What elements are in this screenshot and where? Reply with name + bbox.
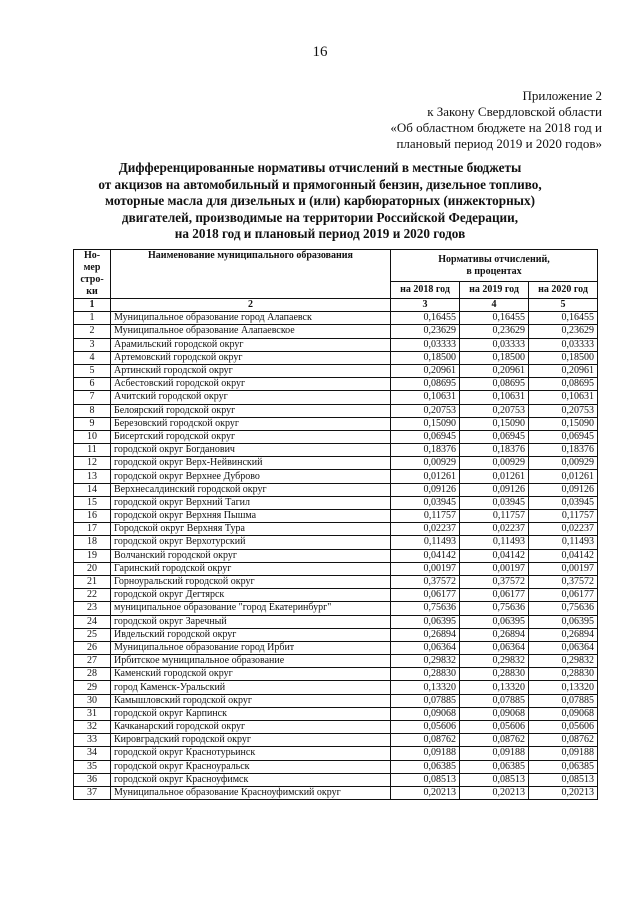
page-number: 16 bbox=[312, 44, 328, 60]
row-number: 3 bbox=[74, 338, 111, 351]
table-row bbox=[74, 378, 598, 391]
appendix-line: к Закону Свердловской области bbox=[427, 104, 602, 119]
row-number: 32 bbox=[74, 721, 111, 734]
row-number: 8 bbox=[74, 404, 111, 417]
municipality-name: Горноуральский городской округ bbox=[111, 575, 391, 588]
table-row bbox=[74, 470, 598, 483]
table-row bbox=[74, 760, 598, 773]
norm-2020: 0,08762 bbox=[529, 734, 598, 747]
row-number: 36 bbox=[74, 773, 111, 786]
row-number: 17 bbox=[74, 523, 111, 536]
municipality-name: городской округ Карпинск bbox=[111, 707, 391, 720]
norm-2018: 0,08513 bbox=[391, 773, 460, 786]
norm-2020: 0,00197 bbox=[529, 562, 598, 575]
norm-2019: 0,11493 bbox=[460, 536, 529, 549]
norm-2019: 0,13320 bbox=[460, 681, 529, 694]
appendix-line: плановый период 2019 и 2020 годов» bbox=[396, 136, 602, 151]
norm-2018: 0,09068 bbox=[391, 707, 460, 720]
municipality-name: Асбестовский городской округ bbox=[111, 378, 391, 391]
header-text: стро- bbox=[80, 274, 104, 285]
table-row bbox=[74, 747, 598, 760]
table-row bbox=[74, 589, 598, 602]
municipality-name: Каменский городской округ bbox=[111, 668, 391, 681]
norm-2018: 0,06945 bbox=[391, 430, 460, 443]
row-number: 15 bbox=[74, 496, 111, 509]
norm-2019: 0,18500 bbox=[460, 351, 529, 364]
norm-2020: 0,04142 bbox=[529, 549, 598, 562]
row-number: 5 bbox=[74, 364, 111, 377]
norm-2020: 0,07885 bbox=[529, 694, 598, 707]
row-number: 19 bbox=[74, 549, 111, 562]
table-row bbox=[74, 483, 598, 496]
municipality-name: городской округ Верхотурский bbox=[111, 536, 391, 549]
title-line: двигателей, производимые на территории Российской Федерации, bbox=[121, 209, 519, 225]
municipality-name: муниципальное образование "город Екатеринбург" bbox=[111, 602, 391, 615]
document-title bbox=[60, 160, 580, 243]
norm-2020: 0,20753 bbox=[529, 404, 598, 417]
norm-2018: 0,29832 bbox=[391, 655, 460, 668]
norm-2018: 0,00197 bbox=[391, 562, 460, 575]
municipality-name: городской округ Дегтярск bbox=[111, 589, 391, 602]
table-row bbox=[74, 510, 598, 523]
header-year-2018: на 2018 год bbox=[391, 282, 460, 299]
appendix-header bbox=[390, 88, 602, 152]
norm-2018: 0,08695 bbox=[391, 378, 460, 391]
norm-2019: 0,23629 bbox=[460, 325, 529, 338]
header-text: Но- bbox=[83, 250, 101, 261]
municipality-name: городской округ Богданович bbox=[111, 444, 391, 457]
norm-2018: 0,37572 bbox=[391, 575, 460, 588]
row-number: 22 bbox=[74, 589, 111, 602]
norm-2019: 0,08695 bbox=[460, 378, 529, 391]
title-line: Дифференцированные нормативы отчислений в местные бюджеты bbox=[118, 160, 522, 175]
municipality-name: городской округ Заречный bbox=[111, 615, 391, 628]
norm-2019: 0,18376 bbox=[460, 444, 529, 457]
row-number: 23 bbox=[74, 602, 111, 615]
appendix-line: Приложение 2 bbox=[522, 88, 602, 103]
norm-2018: 0,23629 bbox=[391, 325, 460, 338]
norm-2020: 0,28830 bbox=[529, 668, 598, 681]
table-row bbox=[74, 364, 598, 377]
norm-2019: 0,09068 bbox=[460, 707, 529, 720]
municipality-name: Бисертский городской округ bbox=[111, 430, 391, 443]
municipality-name: городской округ Верх-Нейвинский bbox=[111, 457, 391, 470]
norm-2018: 0,03945 bbox=[391, 496, 460, 509]
municipality-name: Березовский городской округ bbox=[111, 417, 391, 430]
row-number: 18 bbox=[74, 536, 111, 549]
norm-2018: 0,00929 bbox=[391, 457, 460, 470]
row-number: 6 bbox=[74, 378, 111, 391]
table-row bbox=[74, 457, 598, 470]
header-text: мер bbox=[83, 262, 101, 273]
norm-2019: 0,75636 bbox=[460, 602, 529, 615]
table-row bbox=[74, 615, 598, 628]
norm-2019: 0,08762 bbox=[460, 734, 529, 747]
norm-2019: 0,09126 bbox=[460, 483, 529, 496]
norm-2018: 0,02237 bbox=[391, 523, 460, 536]
column-index: 5 bbox=[529, 299, 598, 312]
table-row bbox=[74, 444, 598, 457]
header-text: в процентах bbox=[466, 265, 522, 277]
norm-2020: 0,75636 bbox=[529, 602, 598, 615]
norm-2020: 0,11757 bbox=[529, 510, 598, 523]
table-row bbox=[74, 562, 598, 575]
table-row bbox=[74, 641, 598, 654]
norm-2020: 0,09068 bbox=[529, 707, 598, 720]
municipality-name: город Каменск-Уральский bbox=[111, 681, 391, 694]
municipality-name: Кировградский городской округ bbox=[111, 734, 391, 747]
municipality-name: городской округ Верхний Тагил bbox=[111, 496, 391, 509]
row-number: 34 bbox=[74, 747, 111, 760]
table-row bbox=[74, 391, 598, 404]
row-number: 4 bbox=[74, 351, 111, 364]
norm-2020: 0,10631 bbox=[529, 391, 598, 404]
column-index: 4 bbox=[460, 299, 529, 312]
norm-2020: 0,15090 bbox=[529, 417, 598, 430]
header-text: ки bbox=[86, 286, 98, 297]
column-index-row bbox=[74, 299, 598, 312]
municipality-name: городской округ Красноуфимск bbox=[111, 773, 391, 786]
table-row bbox=[74, 575, 598, 588]
row-number: 13 bbox=[74, 470, 111, 483]
table-row bbox=[74, 694, 598, 707]
table-row bbox=[74, 773, 598, 786]
row-number: 24 bbox=[74, 615, 111, 628]
norm-2018: 0,11493 bbox=[391, 536, 460, 549]
municipality-name: городской округ Верхнее Дуброво bbox=[111, 470, 391, 483]
norm-2020: 0,29832 bbox=[529, 655, 598, 668]
title-line: от акцизов на автомобильный и прямогонный бензин, дизельное топливо, bbox=[98, 176, 542, 192]
norm-2020: 0,03333 bbox=[529, 338, 598, 351]
norm-2019: 0,02237 bbox=[460, 523, 529, 536]
header-text: Нормативы отчислений, bbox=[438, 253, 550, 265]
municipality-name: Муниципальное образование Алапаевское bbox=[111, 325, 391, 338]
header-norms-group bbox=[391, 250, 598, 282]
municipality-name: Качканарский городской округ bbox=[111, 721, 391, 734]
norm-2018: 0,26894 bbox=[391, 628, 460, 641]
norms-table bbox=[73, 249, 598, 800]
norm-2019: 0,06395 bbox=[460, 615, 529, 628]
norm-2020: 0,18500 bbox=[529, 351, 598, 364]
municipality-name: Артинский городской округ bbox=[111, 364, 391, 377]
norm-2020: 0,23629 bbox=[529, 325, 598, 338]
norm-2019: 0,03333 bbox=[460, 338, 529, 351]
municipality-name: Гаринский городской округ bbox=[111, 562, 391, 575]
norm-2019: 0,04142 bbox=[460, 549, 529, 562]
row-number: 30 bbox=[74, 694, 111, 707]
municipality-name: Артемовский городской округ bbox=[111, 351, 391, 364]
norm-2019: 0,03945 bbox=[460, 496, 529, 509]
norm-2019: 0,20213 bbox=[460, 786, 529, 799]
row-number: 10 bbox=[74, 430, 111, 443]
column-index: 2 bbox=[111, 299, 391, 312]
norm-2020: 0,26894 bbox=[529, 628, 598, 641]
norm-2018: 0,20961 bbox=[391, 364, 460, 377]
table-row bbox=[74, 523, 598, 536]
row-number: 31 bbox=[74, 707, 111, 720]
row-number: 27 bbox=[74, 655, 111, 668]
column-index: 1 bbox=[74, 299, 111, 312]
norm-2019: 0,15090 bbox=[460, 417, 529, 430]
norm-2020: 0,09126 bbox=[529, 483, 598, 496]
norm-2018: 0,06385 bbox=[391, 760, 460, 773]
norm-2020: 0,08513 bbox=[529, 773, 598, 786]
header-year-2020: на 2020 год bbox=[529, 282, 598, 299]
norm-2018: 0,18376 bbox=[391, 444, 460, 457]
row-number: 12 bbox=[74, 457, 111, 470]
municipality-name: Арамильский городской округ bbox=[111, 338, 391, 351]
row-number: 37 bbox=[74, 786, 111, 799]
norm-2018: 0,06177 bbox=[391, 589, 460, 602]
norm-2020: 0,08695 bbox=[529, 378, 598, 391]
norm-2020: 0,01261 bbox=[529, 470, 598, 483]
norm-2018: 0,15090 bbox=[391, 417, 460, 430]
header-row-number bbox=[74, 250, 111, 299]
norm-2018: 0,05606 bbox=[391, 721, 460, 734]
row-number: 16 bbox=[74, 510, 111, 523]
norm-2018: 0,28830 bbox=[391, 668, 460, 681]
norm-2018: 0,01261 bbox=[391, 470, 460, 483]
norm-2019: 0,00929 bbox=[460, 457, 529, 470]
norm-2018: 0,18500 bbox=[391, 351, 460, 364]
norm-2020: 0,37572 bbox=[529, 575, 598, 588]
table-row bbox=[74, 602, 598, 615]
norm-2020: 0,06395 bbox=[529, 615, 598, 628]
table-row bbox=[74, 430, 598, 443]
norm-2018: 0,09188 bbox=[391, 747, 460, 760]
norm-2018: 0,11757 bbox=[391, 510, 460, 523]
norm-2020: 0,20961 bbox=[529, 364, 598, 377]
municipality-name: Муниципальное образование город Алапаевск bbox=[111, 312, 391, 325]
row-number: 33 bbox=[74, 734, 111, 747]
municipality-name: городской округ Краснотурьинск bbox=[111, 747, 391, 760]
norm-2019: 0,06945 bbox=[460, 430, 529, 443]
norm-2020: 0,09188 bbox=[529, 747, 598, 760]
table-row bbox=[74, 734, 598, 747]
norm-2019: 0,11757 bbox=[460, 510, 529, 523]
table-row bbox=[74, 417, 598, 430]
table-row bbox=[74, 628, 598, 641]
municipality-name: Белоярский городской округ bbox=[111, 404, 391, 417]
municipality-name: Верхнесалдинский городской округ bbox=[111, 483, 391, 496]
table-row bbox=[74, 325, 598, 338]
table-row bbox=[74, 721, 598, 734]
norm-2018: 0,07885 bbox=[391, 694, 460, 707]
table-row bbox=[74, 351, 598, 364]
norm-2019: 0,01261 bbox=[460, 470, 529, 483]
title-line: на 2018 год и плановый период 2019 и 2020 годов bbox=[174, 226, 466, 241]
norm-2018: 0,04142 bbox=[391, 549, 460, 562]
row-number: 21 bbox=[74, 575, 111, 588]
municipality-name: Муниципальное образование Красноуфимский округ bbox=[111, 786, 391, 799]
row-number: 7 bbox=[74, 391, 111, 404]
norm-2018: 0,08762 bbox=[391, 734, 460, 747]
municipality-name: городской округ Красноуральск bbox=[111, 760, 391, 773]
norm-2019: 0,28830 bbox=[460, 668, 529, 681]
title-line: моторные масла для дизельных и (или) карбюраторных (инжекторных) bbox=[105, 193, 535, 208]
row-number: 25 bbox=[74, 628, 111, 641]
municipality-name: Камышловский городской округ bbox=[111, 694, 391, 707]
norm-2020: 0,18376 bbox=[529, 444, 598, 457]
norm-2020: 0,06364 bbox=[529, 641, 598, 654]
norm-2020: 0,06945 bbox=[529, 430, 598, 443]
norm-2020: 0,11493 bbox=[529, 536, 598, 549]
header-year-2019: на 2019 год bbox=[460, 282, 529, 299]
norm-2020: 0,03945 bbox=[529, 496, 598, 509]
row-number: 1 bbox=[74, 312, 111, 325]
municipality-name: городской округ Верхняя Пышма bbox=[111, 510, 391, 523]
row-number: 9 bbox=[74, 417, 111, 430]
table-row bbox=[74, 786, 598, 799]
row-number: 26 bbox=[74, 641, 111, 654]
table-row bbox=[74, 312, 598, 325]
norm-2019: 0,06364 bbox=[460, 641, 529, 654]
row-number: 28 bbox=[74, 668, 111, 681]
column-index: 3 bbox=[391, 299, 460, 312]
norm-2019: 0,26894 bbox=[460, 628, 529, 641]
norm-2019: 0,09188 bbox=[460, 747, 529, 760]
norm-2018: 0,03333 bbox=[391, 338, 460, 351]
municipality-name: Ирбитское муниципальное образование bbox=[111, 655, 391, 668]
norm-2019: 0,20753 bbox=[460, 404, 529, 417]
norm-2020: 0,00929 bbox=[529, 457, 598, 470]
norm-2019: 0,06385 bbox=[460, 760, 529, 773]
table-row bbox=[74, 536, 598, 549]
norm-2018: 0,13320 bbox=[391, 681, 460, 694]
row-number: 2 bbox=[74, 325, 111, 338]
table-row bbox=[74, 707, 598, 720]
appendix-line: «Об областном бюджете на 2018 год и bbox=[390, 120, 602, 135]
norm-2019: 0,29832 bbox=[460, 655, 529, 668]
norm-2020: 0,06177 bbox=[529, 589, 598, 602]
norm-2020: 0,16455 bbox=[529, 312, 598, 325]
norm-2020: 0,05606 bbox=[529, 721, 598, 734]
norm-2018: 0,75636 bbox=[391, 602, 460, 615]
municipality-name: Городской округ Верхняя Тура bbox=[111, 523, 391, 536]
table-row bbox=[74, 655, 598, 668]
row-number: 14 bbox=[74, 483, 111, 496]
row-number: 11 bbox=[74, 444, 111, 457]
row-number: 29 bbox=[74, 681, 111, 694]
norm-2020: 0,20213 bbox=[529, 786, 598, 799]
norm-2019: 0,16455 bbox=[460, 312, 529, 325]
table-row bbox=[74, 338, 598, 351]
municipality-name: Волчанский городской округ bbox=[111, 549, 391, 562]
table-row bbox=[74, 668, 598, 681]
norm-2018: 0,06395 bbox=[391, 615, 460, 628]
norm-2018: 0,20753 bbox=[391, 404, 460, 417]
norm-2019: 0,20961 bbox=[460, 364, 529, 377]
table-row bbox=[74, 549, 598, 562]
table-row bbox=[74, 496, 598, 509]
row-number: 20 bbox=[74, 562, 111, 575]
norm-2019: 0,06177 bbox=[460, 589, 529, 602]
norm-2019: 0,10631 bbox=[460, 391, 529, 404]
norm-2018: 0,10631 bbox=[391, 391, 460, 404]
norm-2020: 0,13320 bbox=[529, 681, 598, 694]
header-municipality-name: Наименование муниципального образования bbox=[111, 250, 391, 299]
norm-2018: 0,16455 bbox=[391, 312, 460, 325]
municipality-name: Муниципальное образование город Ирбит bbox=[111, 641, 391, 654]
norm-2020: 0,06385 bbox=[529, 760, 598, 773]
row-number: 35 bbox=[74, 760, 111, 773]
norm-2018: 0,20213 bbox=[391, 786, 460, 799]
norm-2019: 0,37572 bbox=[460, 575, 529, 588]
norm-2019: 0,00197 bbox=[460, 562, 529, 575]
norm-2019: 0,07885 bbox=[460, 694, 529, 707]
table-row bbox=[74, 404, 598, 417]
municipality-name: Ивдельский городской округ bbox=[111, 628, 391, 641]
norm-2019: 0,05606 bbox=[460, 721, 529, 734]
municipality-name: Ачитский городской округ bbox=[111, 391, 391, 404]
norm-2018: 0,06364 bbox=[391, 641, 460, 654]
norm-2018: 0,09126 bbox=[391, 483, 460, 496]
table-row bbox=[74, 681, 598, 694]
norm-2019: 0,08513 bbox=[460, 773, 529, 786]
norm-2020: 0,02237 bbox=[529, 523, 598, 536]
